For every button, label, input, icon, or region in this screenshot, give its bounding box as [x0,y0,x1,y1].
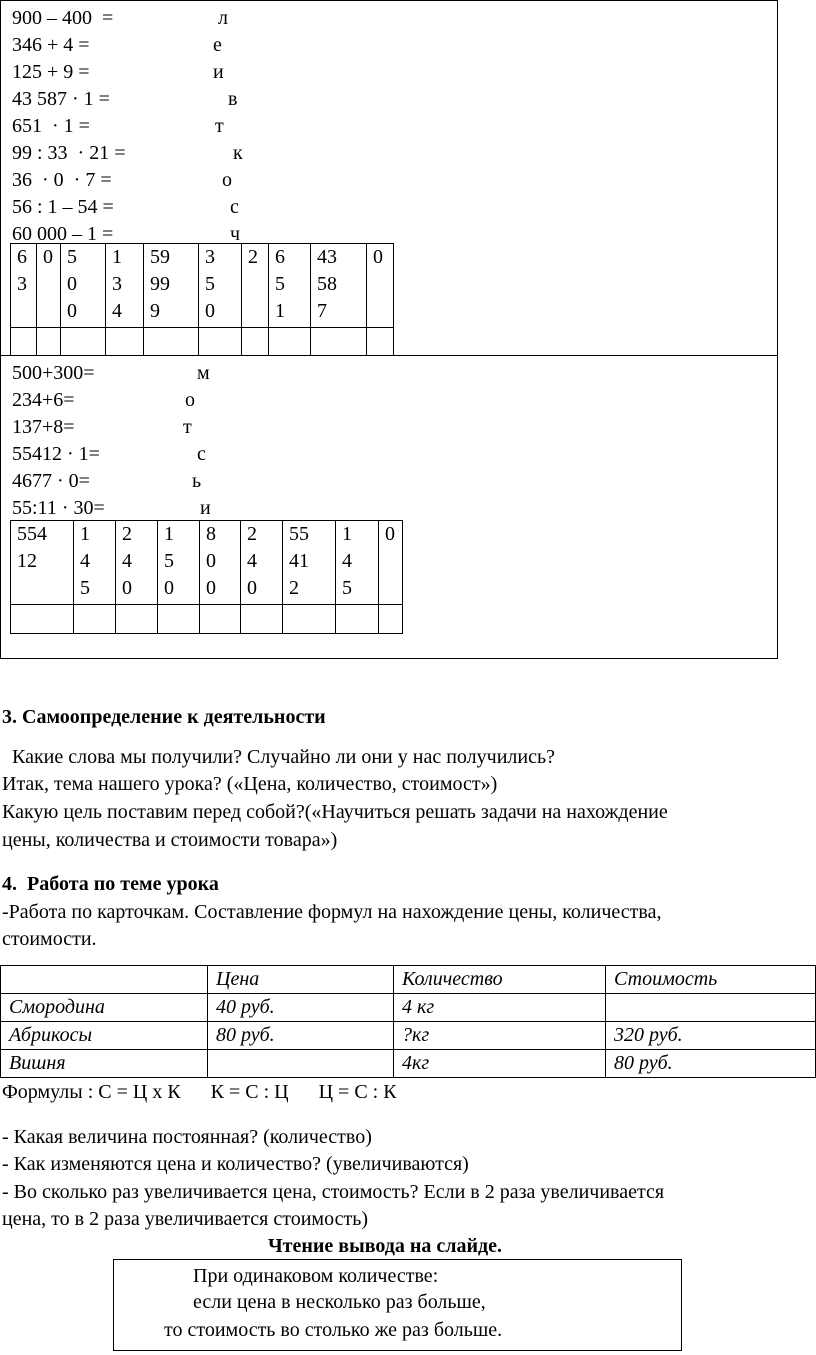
equation: 43 587 · 1 = [12,88,110,110]
answer-digit: 1 [80,523,90,545]
answer-digit: 58 [317,273,337,295]
equation-letter: о [222,169,232,191]
answer-digit: 5 [205,273,215,295]
equation: 36 · 0 · 7 = [12,169,112,191]
header-cell: Стоимость [606,966,816,994]
answer-digit: 4 [247,550,257,572]
letter-input-cell[interactable] [367,328,394,356]
letter-input-cell[interactable] [269,328,311,356]
equation-letter: с [230,196,239,218]
equation: 500+300= [12,362,95,384]
answer-cell [283,521,336,605]
question-line: - Как изменяются цена и количество? (увеличиваются) [2,1153,469,1175]
letter-input-cell[interactable] [106,328,144,356]
answer-cell [11,244,37,328]
answer-digit: 0 [67,300,77,322]
answer-digit: 2 [289,577,299,599]
equation: 60 000 – 1 = [12,223,114,245]
letter-input-cell[interactable] [11,605,74,634]
equation-letter: л [218,7,228,29]
cell: 4кг [394,1050,606,1078]
answer-row [11,521,403,605]
puzzle1-answer-table [10,243,394,356]
equation-letter: и [200,497,211,519]
answer-digit: 4 [80,550,90,572]
answer-digit: 0 [206,577,216,599]
cell [208,1050,394,1078]
answer-digit: 55 [289,523,309,545]
section3-line: Итак, тема нашего урока? («Цена, количество, стоимост») [2,773,498,795]
section4-heading: 4. Работа по теме урока [2,873,219,895]
answer-digit: 41 [289,550,309,572]
answer-digit: 9 [150,300,160,322]
letter-input-cell[interactable] [116,605,158,634]
answer-cell [11,521,74,605]
answer-digit: 7 [317,300,327,322]
cell: Смородина [1,994,208,1022]
equation-letter: с [197,443,206,465]
answer-digit: 0 [122,577,132,599]
letter-input-cell[interactable] [144,328,199,356]
letter-input-cell[interactable] [61,328,106,356]
section3-heading: 3. Самоопределение к деятельности [2,706,326,728]
section3-line: Какие слова мы получили? Случайно ли они у нас получились? [2,746,555,768]
price-table [0,965,816,1078]
letter-input-cell[interactable] [283,605,336,634]
answer-digit: 2 [247,523,257,545]
equation-letter: м [197,362,210,384]
answer-cell [106,244,144,328]
cell: Вишня [1,1050,208,1078]
equation-letter: в [228,88,238,110]
answer-digit: 0 [373,246,383,268]
equation-letter: о [185,389,195,411]
answer-digit: 0 [43,246,53,268]
answer-digit: 1 [164,523,174,545]
answer-digit: 43 [317,246,337,268]
letter-input-cell[interactable] [200,605,241,634]
answer-cell [144,244,199,328]
equation: 234+6= [12,389,75,411]
answer-digit: 3 [205,246,215,268]
answer-digit: 0 [205,300,215,322]
letter-input-cell[interactable] [199,328,242,356]
answer-digit: 5 [342,577,352,599]
answer-digit: 8 [206,523,216,545]
cell: 80 руб. [208,1022,394,1050]
cell: 320 руб. [606,1022,816,1050]
answer-cell [158,521,200,605]
cell: 4 кг [394,994,606,1022]
equation: 55:11 · 30= [12,497,105,519]
answer-digit: 5 [275,273,285,295]
answer-digit: 0 [67,273,77,295]
answer-cell [61,244,106,328]
equation-letter: к [233,142,243,164]
equation-letter: ь [192,470,202,492]
answer-digit: 2 [248,246,258,268]
section3-line: цены, количества и стоимости товара») [2,829,338,851]
letter-input-cell[interactable] [242,328,269,356]
answer-cell [200,521,241,605]
answer-digit: 3 [112,273,122,295]
answer-digit: 4 [112,300,122,322]
answer-digit: 1 [342,523,352,545]
answer-cell [379,521,403,605]
question-line: - Какая величина постоянная? (количество) [2,1126,372,1148]
answer-cell [269,244,311,328]
answer-cell [311,244,367,328]
answer-digit: 4 [342,550,352,572]
equation: 651 · 1 = [12,115,90,137]
question-line: - Во сколько раз увеличивается цена, стоимость? Если в 2 раза увеличивается [2,1181,665,1203]
table-row [1,1050,816,1078]
equation: 346 + 4 = [12,34,90,56]
equation-letter: т [183,416,192,438]
equation-letter: е [213,34,222,56]
answer-digit: 1 [112,246,122,268]
header-cell: Цена [208,966,394,994]
answer-digit: 0 [206,550,216,572]
answer-row [11,244,394,328]
answer-digit: 6 [275,246,285,268]
answer-cell [37,244,61,328]
cell: ?кг [394,1022,606,1050]
equation-letter: т [215,115,224,137]
answer-digit: 99 [150,273,170,295]
cell: 40 руб. [208,994,394,1022]
cell: Абрикосы [1,1022,208,1050]
slide-heading: Чтение вывода на слайде. [267,1235,503,1257]
equation: 99 : 33 · 21 = [12,142,126,164]
letter-input-cell[interactable] [241,605,283,634]
equation: 137+8= [12,416,75,438]
formulas: Формулы : С = Ц х К К = С : Ц Ц = С : К [2,1081,397,1103]
equation: 4677 · 0= [12,470,90,492]
cell [606,994,816,1022]
answer-cell [336,521,379,605]
equation-letter: ч [230,223,241,245]
answer-digit: 1 [275,300,285,322]
equation: 900 – 400 = [12,7,114,29]
answer-digit: 6 [17,246,27,268]
equation: 56 : 1 – 54 = [12,196,114,218]
answer-digit: 5 [80,577,90,599]
conclusion-line: При одинаковом количестве: [193,1265,439,1287]
equation: 55412 · 1= [12,443,100,465]
header-cell [1,966,208,994]
answer-digit: 59 [150,246,170,268]
answer-cell [367,244,394,328]
conclusion-line: то стоимость во столько же раз больше. [164,1319,503,1341]
question-line: цена, то в 2 раза увеличивается стоимость) [2,1208,368,1230]
letter-input-cell[interactable] [74,605,116,634]
answer-cell [116,521,158,605]
equation: 125 + 9 = [12,61,90,83]
letter-row [11,328,394,356]
section4-line: стоимости. [2,928,97,950]
letter-input-cell[interactable] [158,605,200,634]
answer-digit: 3 [17,273,27,295]
section4-line: -Работа по карточкам. Составление формул на нахождение цены, количества, [2,901,662,923]
answer-digit: 0 [164,577,174,599]
answer-cell [74,521,116,605]
answer-cell [199,244,242,328]
section3-line: Какую цель поставим перед собой?(«Научиться решать задачи на нахождение [2,801,668,823]
cell: 80 руб. [606,1050,816,1078]
answer-digit: 0 [247,577,257,599]
answer-cell [241,521,283,605]
equation-letter: и [213,61,224,83]
letter-input-cell[interactable] [336,605,379,634]
answer-digit: 12 [17,550,37,572]
letter-row [11,605,403,634]
letter-input-cell[interactable] [37,328,61,356]
answer-digit: 5 [164,550,174,572]
answer-digit: 4 [122,550,132,572]
answer-digit: 5 [67,246,77,268]
table-row [1,994,816,1022]
header-cell: Количество [394,966,606,994]
answer-digit: 2 [122,523,132,545]
letter-input-cell[interactable] [311,328,367,356]
answer-digit: 0 [385,523,395,545]
table-header-row [1,966,816,994]
puzzle2-answer-table [10,520,403,634]
table-row [1,1022,816,1050]
answer-cell [242,244,269,328]
letter-input-cell[interactable] [11,328,37,356]
answer-digit: 554 [17,523,47,545]
conclusion-line: если цена в несколько раз больше, [193,1291,486,1313]
letter-input-cell[interactable] [379,605,403,634]
